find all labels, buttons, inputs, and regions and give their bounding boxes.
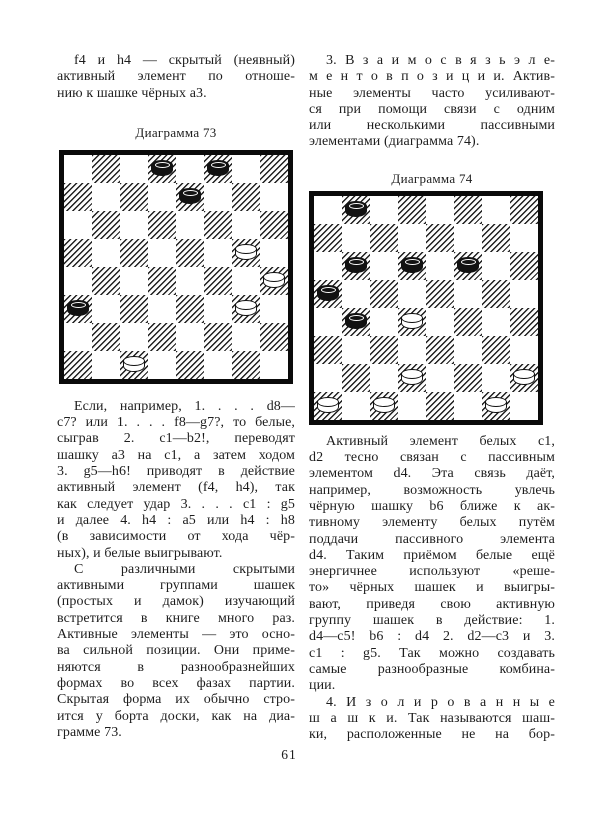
board-square-dark (260, 323, 288, 351)
checker-white-d4 (401, 313, 423, 330)
board-square-dark (482, 280, 510, 308)
diagram-74 (309, 172, 555, 425)
board-square-light (510, 280, 538, 308)
board-square-light (176, 155, 204, 183)
checker-black-b4 (345, 313, 367, 330)
board-square-dark (482, 336, 510, 364)
board-square-light (232, 155, 260, 183)
text-line: самые разнообразные комбина- (309, 661, 555, 677)
checkers-board-73 (59, 150, 293, 384)
text-line: встретится в книге много раз. (57, 610, 295, 626)
board-square-light (482, 364, 510, 392)
checker-white-c1 (123, 356, 145, 373)
board-square-light (120, 211, 148, 239)
board-square-dark (426, 392, 454, 420)
text-line: чёрную шашку b6 ближе к ак- (309, 498, 555, 514)
text-line: м е н т о в п о з и ц и и. Актив- (309, 69, 555, 85)
board-square-light (370, 252, 398, 280)
board-square-dark (370, 224, 398, 252)
board-square-light (454, 392, 482, 420)
left-column (57, 53, 295, 741)
board-square-light (454, 336, 482, 364)
diagram-caption: Диаграмма 73 (135, 124, 217, 140)
diagram-73 (57, 126, 295, 384)
text-line: элементами (диаграмма 74). (309, 134, 480, 150)
right-column (309, 53, 555, 743)
board-square-light (204, 239, 232, 267)
board-square-light (92, 183, 120, 211)
paragraph-left-summary (57, 562, 295, 741)
board-square-light (260, 295, 288, 323)
board-square-dark (314, 224, 342, 252)
board-square-light (426, 252, 454, 280)
text-line: группу шашек в действие: 1. (309, 613, 555, 629)
text-line: ных), и белые выигрывают. (57, 545, 223, 561)
board-square-dark (148, 211, 176, 239)
board-square-dark (120, 295, 148, 323)
board-square-dark (176, 351, 204, 379)
text-line: ва сильной позиции. Они приме- (57, 643, 295, 659)
board-square-light (370, 196, 398, 224)
board-square-dark (426, 280, 454, 308)
page-number: 61 (281, 747, 297, 762)
board-square-light (120, 267, 148, 295)
board-square-dark (370, 336, 398, 364)
board-square-dark (426, 224, 454, 252)
board-square-dark (454, 364, 482, 392)
board-square-light (232, 267, 260, 295)
text-line: энергичнее используют «реше- (309, 564, 555, 580)
board-square-light (426, 196, 454, 224)
text-line: тивному элементу белых путём (309, 515, 555, 531)
text-line: как следует удар 3. . . . c1 : g5 (57, 496, 295, 512)
board-square-dark (92, 155, 120, 183)
board-square-light (92, 239, 120, 267)
board-square-dark (510, 252, 538, 280)
board-square-dark (148, 267, 176, 295)
text-line: то» чёрных шашек и выигры- (309, 580, 555, 596)
board-square-light (260, 351, 288, 379)
text-line: d4. Таким приёмом белые ещё (309, 547, 555, 563)
board-square-dark (204, 323, 232, 351)
board-square-dark (370, 280, 398, 308)
checker-white-h4 (263, 272, 285, 289)
board-square-light (204, 351, 232, 379)
text-line: ится у борта доски, как на диа- (57, 708, 295, 724)
text-line: вают, приведя свою активную (309, 596, 555, 612)
board-square-light (64, 211, 92, 239)
board-square-light (260, 239, 288, 267)
board-square-light (64, 155, 92, 183)
board-square-dark (398, 196, 426, 224)
board-square-light (314, 252, 342, 280)
board-square-light (92, 295, 120, 323)
board-square-light (64, 267, 92, 295)
checker-white-d2 (401, 369, 423, 386)
checker-white-c1 (373, 397, 395, 414)
checker-white-g3 (235, 300, 257, 317)
paragraph-left-intro (57, 53, 295, 102)
board-square-dark (482, 224, 510, 252)
board-square-light (482, 196, 510, 224)
text-line: няются в разнообразнейших (57, 659, 295, 675)
board-square-light (148, 351, 176, 379)
checker-black-d6 (401, 257, 423, 274)
text-line: формах во всех фазах партии. (57, 675, 295, 691)
text-line: ные элементы часто усиливают- (309, 85, 555, 101)
text-line: нию к шашке чёрных a3. (57, 85, 207, 101)
board-square-light (482, 308, 510, 336)
text-line: и далее 4. h4 : a5 или h4 : h8 (57, 512, 295, 528)
checker-black-e7 (179, 188, 201, 205)
board-square-light (482, 252, 510, 280)
board-square-dark (510, 308, 538, 336)
board-square-dark (64, 183, 92, 211)
board-square-dark (120, 183, 148, 211)
board-square-light (398, 336, 426, 364)
text-line: активный элемент по отноше- (57, 69, 295, 85)
board-square-light (398, 224, 426, 252)
text-line: ции. (309, 678, 336, 694)
text-line: элементом d4. Эта связь даёт, (309, 466, 555, 482)
board-square-light (64, 323, 92, 351)
board-square-dark (204, 267, 232, 295)
text-line: ся при помощи связи с одним (309, 101, 555, 117)
text-line: грамме 73. (57, 724, 122, 740)
board-square-light (176, 323, 204, 351)
checker-black-a5 (317, 285, 339, 302)
board-square-dark (426, 336, 454, 364)
checker-white-g5 (235, 244, 257, 261)
board-square-light (148, 295, 176, 323)
text-line: (в зависимости от хода чёр- (57, 529, 295, 545)
board-square-light (398, 392, 426, 420)
board-square-light (176, 211, 204, 239)
text-line: d4—c5! b6 : d4 2. d2—c3 и 3. (309, 629, 555, 645)
text-line: ки, расположенные не на бор- (309, 727, 555, 743)
board-square-light (120, 323, 148, 351)
board-square-light (148, 183, 176, 211)
board-square-light (204, 295, 232, 323)
board-square-light (398, 280, 426, 308)
board-square-dark (64, 351, 92, 379)
board-square-dark (454, 308, 482, 336)
checkers-board-74 (309, 191, 543, 425)
board-square-light (510, 224, 538, 252)
board-square-light (148, 239, 176, 267)
paragraph-right-isolated (309, 695, 555, 744)
text-line: или несколькими пассивными (309, 118, 555, 134)
board-square-light (370, 364, 398, 392)
board-square-dark (176, 239, 204, 267)
text-line: например, возможность увлечь (309, 482, 555, 498)
board-square-light (92, 351, 120, 379)
board-square-light (204, 183, 232, 211)
board-square-dark (314, 336, 342, 364)
board-square-light (260, 183, 288, 211)
board-square-light (314, 308, 342, 336)
text-line: 3. В з а и м о с в я з ь э л е- (326, 53, 555, 68)
board-square-dark (92, 323, 120, 351)
checker-white-h2 (513, 369, 535, 386)
text-line: (простых и дамок) изучающий (57, 594, 295, 610)
board-square-light (426, 308, 454, 336)
board-square-dark (92, 267, 120, 295)
text-line: c1 : g5. Так можно создавать (309, 645, 555, 661)
text-line: С различными скрытыми (74, 561, 295, 577)
board-square-light (120, 155, 148, 183)
board-square-light (454, 224, 482, 252)
text-line: Если, например, 1. . . . d8— (74, 398, 295, 414)
board-square-dark (454, 196, 482, 224)
board-square-light (510, 392, 538, 420)
board-square-dark (342, 364, 370, 392)
checker-black-f6 (457, 257, 479, 274)
text-line: Скрытая форма их обычно стро- (57, 692, 295, 708)
text-line: Активный элемент белых c1, (326, 433, 555, 449)
text-line: активными группами шашек (57, 578, 295, 594)
board-square-dark (176, 295, 204, 323)
checker-white-g1 (485, 397, 507, 414)
board-square-light (314, 196, 342, 224)
board-square-light (232, 211, 260, 239)
board-square-light (342, 392, 370, 420)
checker-black-f8 (207, 160, 229, 177)
checker-black-b8 (345, 201, 367, 218)
board-square-light (370, 308, 398, 336)
board-square-light (342, 336, 370, 364)
board-square-dark (260, 211, 288, 239)
text-line: d2 тесно связан с пассивным (309, 450, 555, 466)
paragraph-left-analysis (57, 399, 295, 562)
board-square-dark (232, 351, 260, 379)
board-square-light (176, 267, 204, 295)
board-square-dark (120, 239, 148, 267)
board-square-light (342, 224, 370, 252)
paragraph-right-heading (309, 53, 555, 151)
text-line: сыграв 2. c1—b2!, переводят (57, 431, 295, 447)
checker-black-b6 (345, 257, 367, 274)
checker-black-d8 (151, 160, 173, 177)
text-line: 4. И з о л и р о в а н н ы е (326, 694, 555, 710)
board-square-dark (148, 323, 176, 351)
board-square-dark (204, 211, 232, 239)
checker-white-a1 (317, 397, 339, 414)
text-line: ш а ш к и. Так называются шаш- (309, 710, 555, 726)
text-line: активный элемент (f4, h4), так (57, 480, 295, 496)
checker-black-a3 (67, 300, 89, 317)
text-line: поддачи пассивного элемента (309, 531, 555, 547)
text-line: шашку a3 на c1, а затем ходом (57, 447, 295, 463)
text-line: c7? или 1. . . . f8—g7?, то белые, (57, 415, 295, 431)
board-square-dark (232, 183, 260, 211)
board-square-dark (510, 196, 538, 224)
board-square-light (314, 364, 342, 392)
board-square-light (232, 323, 260, 351)
diagram-caption: Диаграмма 74 (391, 170, 473, 186)
text-line: f4 и h4 — скрытый (неявный) (74, 53, 295, 68)
board-square-light (426, 364, 454, 392)
board-square-light (454, 280, 482, 308)
board-square-light (342, 280, 370, 308)
board-square-dark (64, 239, 92, 267)
paragraph-right-analysis (309, 434, 555, 695)
text-line: 3. g5—h6! приводят в действие (57, 464, 295, 480)
board-square-dark (260, 155, 288, 183)
board-square-dark (92, 211, 120, 239)
board-square-light (510, 336, 538, 364)
text-line: Активные элементы — это осно- (57, 627, 295, 643)
